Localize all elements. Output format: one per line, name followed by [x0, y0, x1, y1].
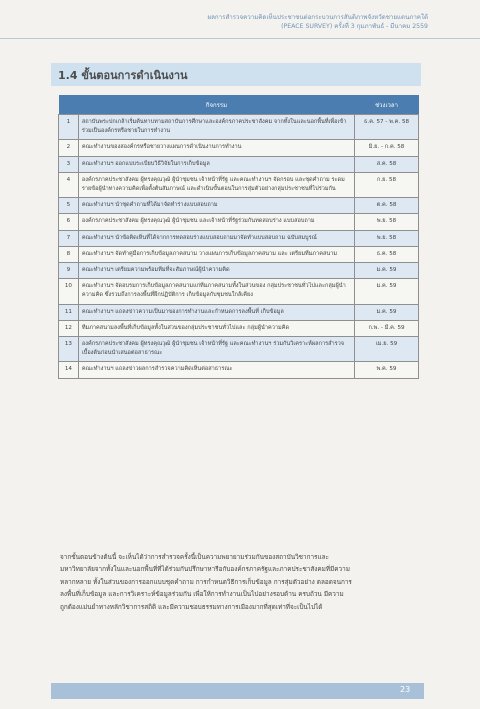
col-header-period: ช่วงเวลา [355, 95, 419, 115]
table-row [59, 156, 419, 172]
cell-number: 14 [59, 362, 79, 378]
cell-period: ส.ค. 58 [355, 156, 419, 172]
cell-number: 10 [59, 279, 79, 304]
table-header-row [59, 95, 419, 115]
header-rule [0, 38, 480, 39]
cell-period: พ.ค. 59 [355, 362, 419, 378]
cell-number: 7 [59, 230, 79, 246]
table-row [59, 362, 419, 378]
cell-activity: องค์กรภาคประชาสังคม ผู้ทรงคุณวุฒิ ผู้นำชุมชน เจ้าหน้าที่รัฐ และคณะทำงานฯ ร่วมกันวิเคราะห์ผลการสำรวจเบื้องต้นก่อนนำเสนอต่อสาธารณะ [78, 337, 354, 362]
running-header [207, 14, 428, 31]
cell-period: ก.พ. - มี.ค. 59 [355, 320, 419, 336]
cell-activity: คณะทำงานฯ จัดทำคู่มือการเก็บข้อมูลภาคสนาม วางแผนการเก็บข้อมูลภาคสนาม และ เตรียมทีมภาคสนาม [78, 246, 354, 262]
cell-period: ธ.ค. 57 - พ.ค. 58 [355, 115, 419, 140]
col-header-activity: กิจกรรม [78, 95, 354, 115]
cell-activity: คณะทำงานฯ นำข้อคิดเห็นที่ได้จากการทดสอบร่างแบบสอบถามมาจัดทำแบบสอบถาม ฉบับสมบูรณ์ [78, 230, 354, 246]
table-row [59, 246, 419, 262]
cell-activity: องค์กรภาคประชาสังคม ผู้ทรงคุณวุฒิ ผู้นำชุมชน และเจ้าหน้าที่รัฐร่วมกันทดสอบร่าง แบบสอบถาม [78, 214, 354, 230]
cell-activity: คณะทำงานฯ เตรียมความพร้อมทีมที่จะสัมภาษณ์ผู้นำความคิด [78, 263, 354, 279]
cell-period: ม.ค. 59 [355, 279, 419, 304]
cell-activity: คณะทำงานฯ จัดอบรมการเก็บข้อมูลภาคสนามแก่ทีมภาคสนามทั้งในส่วนของ กลุ่มประชาชนทั่วไปและกลุ่มผู้นำความคิด ซึ่งรวมถึงการลงพื้นที่ฝึกปฏิบัติการ เก็บข้อมูลกับชุมชนใกล้เคียง [78, 279, 354, 304]
page-number: 23 [400, 685, 411, 694]
cell-period: ม.ค. 59 [355, 263, 419, 279]
cell-activity: องค์กรภาคประชาสังคม ผู้ทรงคุณวุฒิ ผู้นำชุมชน เจ้าหน้าที่รัฐ และคณะทำงานฯ จัดกรอบ และชุดคำถาม ระดมรายข้อผู้นำทางความคิดเพื่อตั้งต้นสัมภาษณ์ และดำเนินขั้นตอนในการสุ่มตัวอย่างกลุ่มประชาชนที่ไปร่วมกัน [78, 172, 354, 197]
table-row [59, 304, 419, 320]
table-row [59, 320, 419, 336]
footer-bar [51, 683, 424, 699]
cell-period: เม.ย. 59 [355, 337, 419, 362]
table-row [59, 172, 419, 197]
cell-number: 4 [59, 172, 79, 197]
cell-period: พ.ย. 58 [355, 230, 419, 246]
cell-number: 1 [59, 115, 79, 140]
cell-period: ม.ค. 59 [355, 304, 419, 320]
cell-activity: คณะทำงานฯ แถลงข่าวผลการสำรวจความคิดเห็นต่อสาธารณะ [78, 362, 354, 378]
table-row [59, 279, 419, 304]
paragraph-line: มหาวิทยาลัยจากทั้งในและนอกพื้นที่ที่ได้ร่วมกันปรึกษาหารือกับองค์กรภาครัฐและภาคประชาสังคมที่มีความ [60, 565, 350, 574]
cell-number: 8 [59, 246, 79, 262]
cell-number: 2 [59, 140, 79, 156]
paragraph-line: หลากหลาย ทั้งในส่วนของการออกแบบชุดคำถาม การกำหนดวิธีการเก็บข้อมูล การสุ่มตัวอย่าง ตลอดจนการ [60, 577, 352, 586]
cell-number: 11 [59, 304, 79, 320]
cell-period: ก.ย. 58 [355, 172, 419, 197]
table-row [59, 115, 419, 140]
cell-period: ธ.ค. 58 [355, 246, 419, 262]
table-row [59, 214, 419, 230]
table-row [59, 140, 419, 156]
cell-number: 3 [59, 156, 79, 172]
section-title: 1.4 ขั้นตอนการดำเนินงาน [58, 69, 188, 82]
paragraph-line: จากขั้นตอนข้างต้นนี้ จะเห็นได้ว่าการสำรวจครั้งนี้เป็นความพยายามร่วมกันของสถาบันวิชาการและ [60, 553, 329, 561]
cell-number: 9 [59, 263, 79, 279]
summary-paragraph [60, 551, 420, 613]
cell-period: พ.ย. 58 [355, 214, 419, 230]
cell-number: 5 [59, 198, 79, 214]
table-row [59, 198, 419, 214]
cell-number: 6 [59, 214, 79, 230]
cell-activity: คณะทำงานฯ นำชุดคำถามที่ได้มาจัดทำร่างแบบสอบถาม [78, 198, 354, 214]
cell-period: ต.ค. 58 [355, 198, 419, 214]
cell-activity: คณะทำงานของสองค์กรหรือชายวางแผนการดำเนินงานการทำงาน [78, 140, 354, 156]
header-line-1: ผลการสำรวจความคิดเห็นประชาชนต่อกระบวนการสันติภาพจังหวัดชายแดนภาคใต้ [207, 14, 428, 21]
table-row [59, 230, 419, 246]
col-header-number [59, 95, 79, 115]
cell-number: 12 [59, 320, 79, 336]
cell-activity: สถาบันพระปกเกล้าเริ่มต้นทาบทามสถาบันการศึกษาและองค์กรภาคประชาสังคม จากทั้งในและนอกพื้นที่เพื่อเข้าร่วมเป็นองค์กรหรือชายในการทำงาน [78, 115, 354, 140]
steps-table [58, 95, 419, 379]
cell-period: มิ.ย. - ก.ค. 58 [355, 140, 419, 156]
header-line-2: (PEACE SURVEY) ครั้งที่ 3 กุมภาพันธ์ - มีนาคม 2559 [281, 22, 428, 30]
paragraph-line: ถูกต้องแม่นยำทางหลักวิชาการสถิติ และมีความชอบธรรมทางการเมืองมากที่สุดเท่าที่จะเป็นไปได้ [60, 602, 323, 611]
table-row [59, 337, 419, 362]
cell-activity: คณะทำงานฯ แถลงข่าวความเป็นมาของการทำงานและกำหนดการลงพื้นที่ เก็บข้อมูล [78, 304, 354, 320]
table-row [59, 263, 419, 279]
cell-activity: ทีมภาคสนามลงพื้นที่เก็บข้อมูลทั้งในส่วนของกลุ่มประชาชนทั่วไปและ กลุ่มผู้นำความคิด [78, 320, 354, 336]
paragraph-line: ลงพื้นที่เก็บข้อมูล และการวิเคราะห์ข้อมูลร่วมกัน เพื่อให้การทำงานเป็นไปอย่างรอบด้าน ครบถ้วน มีความ [60, 590, 344, 599]
cell-number: 13 [59, 337, 79, 362]
cell-activity: คณะทำงานฯ ออกแบบระเบียบวิธีวิจัยในการเก็บข้อมูล [78, 156, 354, 172]
